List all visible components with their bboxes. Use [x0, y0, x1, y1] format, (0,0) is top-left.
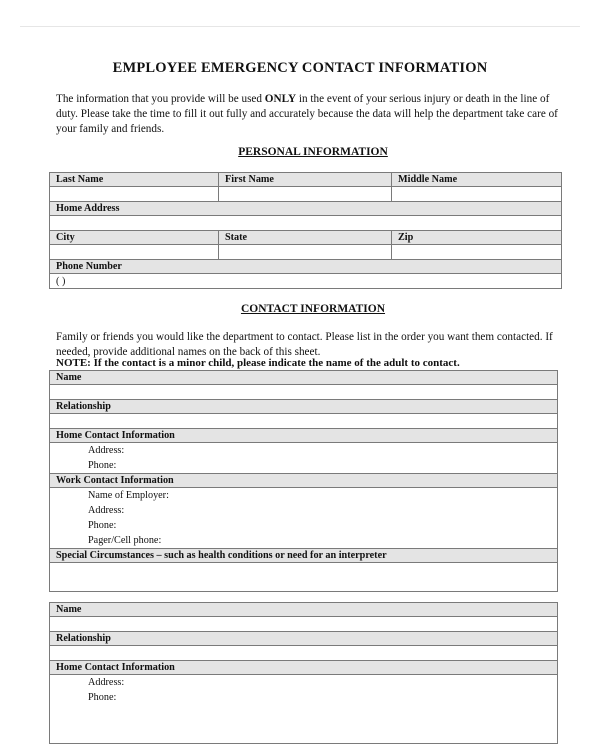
state-label: State	[219, 231, 392, 245]
personal-info-table	[49, 172, 562, 289]
last-name-field[interactable]	[50, 187, 219, 202]
first-name-label: First Name	[219, 173, 392, 187]
intro-text-1: The information that you provide will be used	[56, 93, 265, 105]
personal-info-heading: PERSONAL INFORMATION	[238, 146, 388, 158]
contact-name-label: Name	[50, 371, 557, 385]
contact-relationship-field[interactable]	[50, 414, 557, 429]
employer-line[interactable]: Name of Employer:	[88, 490, 169, 501]
city-field[interactable]	[50, 245, 219, 260]
contact-info-heading: CONTACT INFORMATION	[240, 303, 386, 315]
contact-form-1	[49, 370, 558, 592]
minor-child-note: NOTE: If the contact is a minor child, please indicate the name of the adult to contact.	[56, 357, 460, 369]
special-circumstances-field[interactable]	[50, 563, 557, 591]
phone-number-field[interactable]: ( )	[50, 274, 562, 289]
contact-relationship-label: Relationship	[50, 400, 557, 414]
page-top-edge	[20, 26, 580, 27]
contact-name-field[interactable]	[50, 385, 557, 400]
state-field[interactable]	[219, 245, 392, 260]
special-circumstances-label: Special Circumstances – such as health conditions or need for an interpreter	[50, 549, 557, 563]
contact-name-label: Name	[50, 603, 557, 617]
intro-text-2: in the event of your serious injury or death in the line of duty. Please take the time to fill it out fully and accurately because the data will help the department take care of your family and friends.	[56, 93, 558, 135]
pager-line[interactable]: Pager/Cell phone:	[88, 535, 162, 546]
city-label: City	[50, 231, 219, 245]
zip-label: Zip	[392, 231, 562, 245]
document-title: EMPLOYEE EMERGENCY CONTACT INFORMATION	[112, 60, 488, 76]
home-phone-line[interactable]: Phone:	[88, 692, 117, 703]
phone-number-label: Phone Number	[50, 260, 562, 274]
contact-name-field[interactable]	[50, 617, 557, 632]
middle-name-field[interactable]	[392, 187, 562, 202]
contact-relationship-field[interactable]	[50, 646, 557, 661]
work-phone-line[interactable]: Phone:	[88, 520, 117, 531]
last-name-label: Last Name	[50, 173, 219, 187]
first-name-field[interactable]	[219, 187, 392, 202]
home-address-label: Home Address	[50, 202, 562, 216]
home-phone-line[interactable]: Phone:	[88, 460, 117, 471]
home-address-field[interactable]	[50, 216, 562, 231]
middle-name-label: Middle Name	[392, 173, 562, 187]
home-address-line[interactable]: Address:	[88, 677, 125, 688]
work-address-line[interactable]: Address:	[88, 505, 125, 516]
home-contact-label: Home Contact Information	[50, 429, 557, 443]
intro-emphasis: ONLY	[264, 93, 297, 105]
contact-instructions: Family or friends you would like the department to contact. Please list in the order you want them contacted. If needed, provide additional names on the back of this sheet.	[56, 331, 553, 358]
zip-field[interactable]	[392, 245, 562, 260]
work-contact-label: Work Contact Information	[50, 474, 557, 488]
home-address-line[interactable]: Address:	[88, 445, 125, 456]
contact-relationship-label: Relationship	[50, 632, 557, 646]
home-contact-label: Home Contact Information	[50, 661, 557, 675]
contact-form-2	[49, 602, 558, 744]
intro-paragraph	[56, 92, 572, 137]
